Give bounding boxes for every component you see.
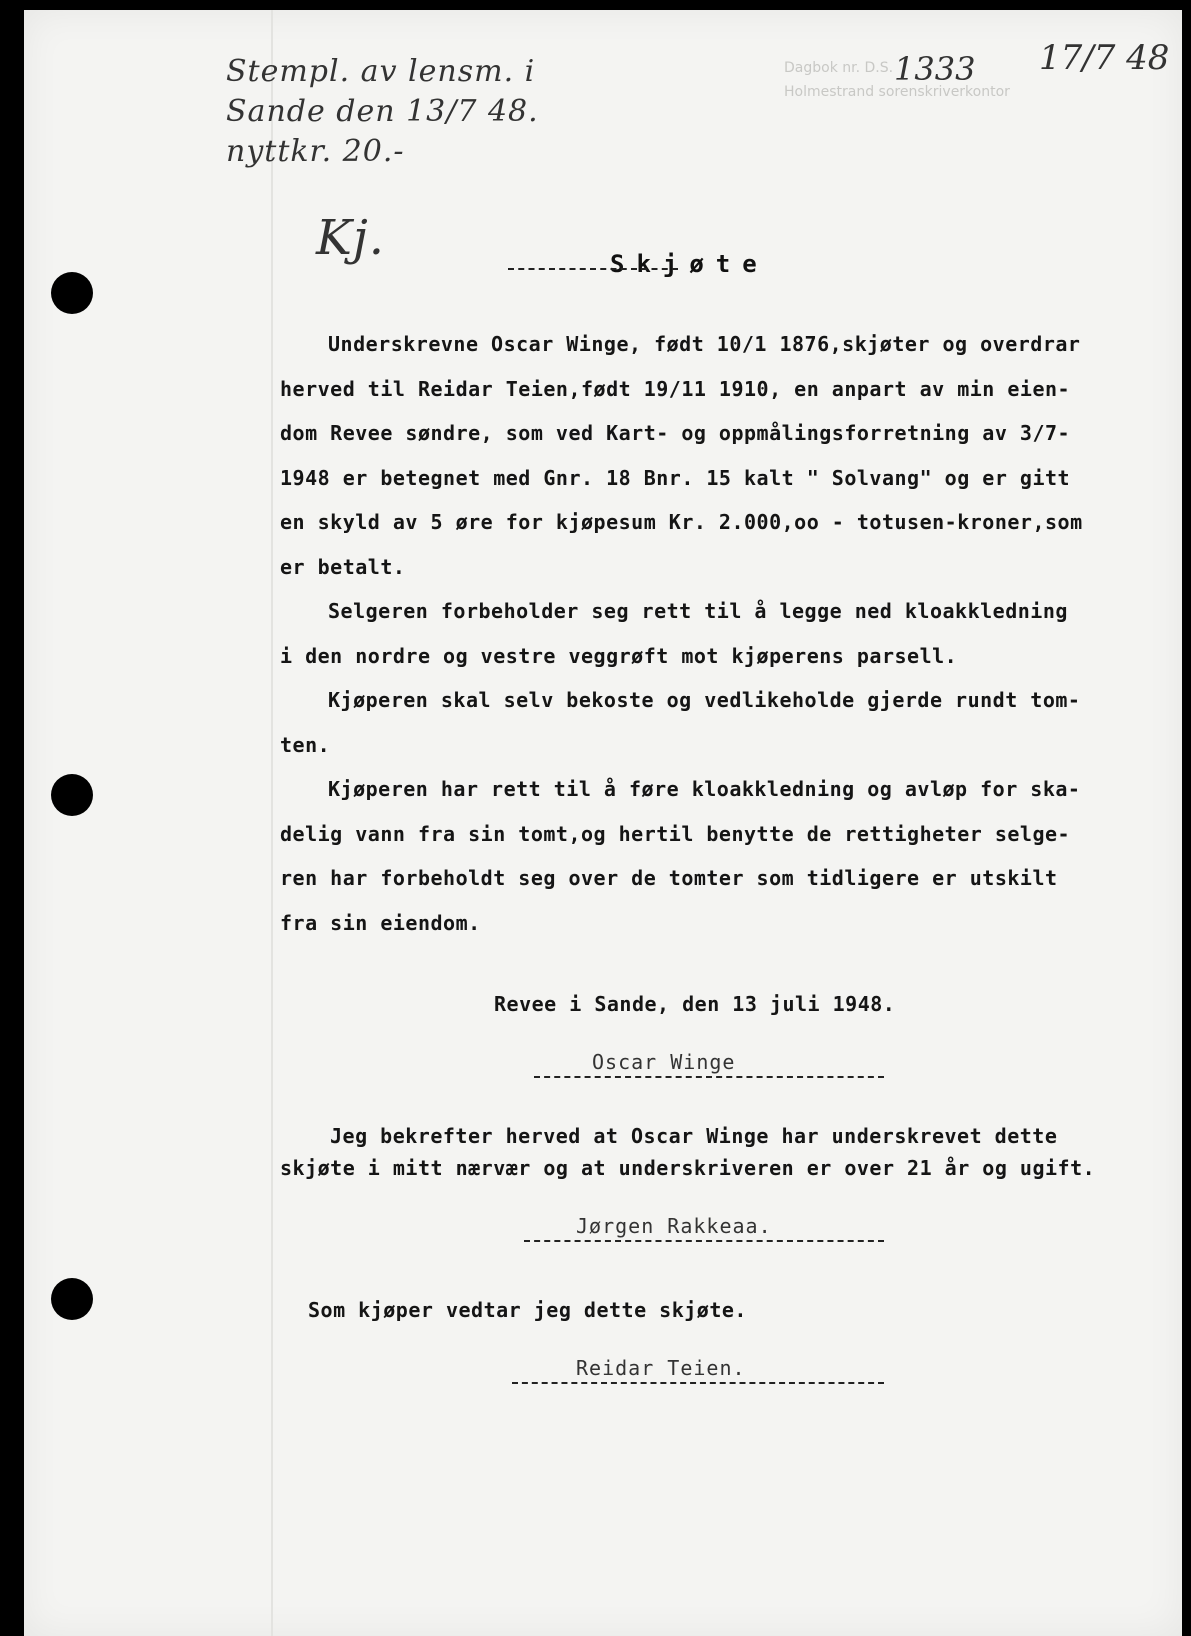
document-title: Skjøte xyxy=(610,250,769,278)
paragraph-line: dom Revee søndre, som ved Kart- og oppmålingsforretning av 3/7- xyxy=(280,421,1071,445)
paragraph-line: herved til Reidar Teien,født 19/11 1910, en anpart av min eien- xyxy=(280,376,1071,401)
journal-number: 1333 xyxy=(894,50,976,88)
journal-date: 17/7 48 xyxy=(1039,38,1170,78)
seller-signature: Oscar Winge xyxy=(592,1050,736,1074)
stamp-note-line-1: Stempl. av lensm. i xyxy=(226,54,536,89)
buyer-statement: Som kjøper vedtar jeg dette skjøte. xyxy=(308,1298,747,1322)
paragraph-line: Underskrevne Oscar Winge, født 10/1 1876,skjøter og overdrar xyxy=(328,332,1081,356)
buyer-signature: Reidar Teien. xyxy=(576,1356,746,1380)
title-underline xyxy=(508,268,678,270)
stamp-note-line-3: nyttkr. 20.- xyxy=(226,134,405,169)
handwritten-initials: Kj. xyxy=(316,210,385,266)
witness-statement-line-1: Jeg bekrefter herved at Oscar Winge har underskrevet dette xyxy=(330,1124,1058,1148)
paragraph-line: Kjøperen har rett til å føre kloakkledning og avløp for ska- xyxy=(328,777,1081,801)
paragraph-line: 1948 er betegnet med Gnr. 18 Bnr. 15 kalt " Solvang" og er gitt xyxy=(280,465,1071,490)
stamp-note-line-2: Sande den 13/7 48. xyxy=(226,94,539,129)
handwritten-stamp-note xyxy=(226,52,539,172)
page-fold-line xyxy=(271,10,273,1636)
paragraph-line: er betalt. xyxy=(280,554,406,579)
witness-statement-line-2: skjøte i mitt nærvær og at underskriveren er over 21 år og ugift. xyxy=(280,1156,1096,1180)
witness-signature: Jørgen Rakkeaa. xyxy=(576,1214,772,1238)
paragraph-line: en skyld av 5 øre for kjøpesum Kr. 2.000,oo - totusen-kroner,som xyxy=(280,510,1083,534)
journal-stamp-line-2: Holmestrand sorenskriverkontor xyxy=(784,84,1010,100)
place-and-date: Revee i Sande, den 13 juli 1948. xyxy=(494,992,896,1016)
paragraph-line: Selgeren forbeholder seg rett til å legge ned kloakkledning xyxy=(328,599,1068,623)
deed-body xyxy=(280,322,1160,945)
punch-hole-middle xyxy=(51,774,93,816)
document-page xyxy=(24,10,1182,1636)
punch-hole-bottom xyxy=(51,1278,93,1320)
paragraph-line: fra sin eiendom. xyxy=(280,910,481,935)
journal-stamp-line-1: Dagbok nr. D.S. xyxy=(784,60,894,76)
punch-hole-top xyxy=(51,272,93,314)
seller-signature-line xyxy=(534,1076,884,1078)
witness-signature-line xyxy=(524,1240,884,1242)
paragraph-line: Kjøperen skal selv bekoste og vedlikeholde gjerde rundt tom- xyxy=(328,688,1081,712)
paragraph-line: ren har forbeholdt seg over de tomter som tidligere er utskilt xyxy=(280,866,1058,890)
paragraph-line: i den nordre og vestre veggrøft mot kjøperens parsell. xyxy=(280,643,958,668)
buyer-signature-line xyxy=(512,1382,884,1384)
paragraph-line: ten. xyxy=(280,732,331,757)
paragraph-line: delig vann fra sin tomt,og hertil benytte de rettigheter selge- xyxy=(280,821,1071,846)
